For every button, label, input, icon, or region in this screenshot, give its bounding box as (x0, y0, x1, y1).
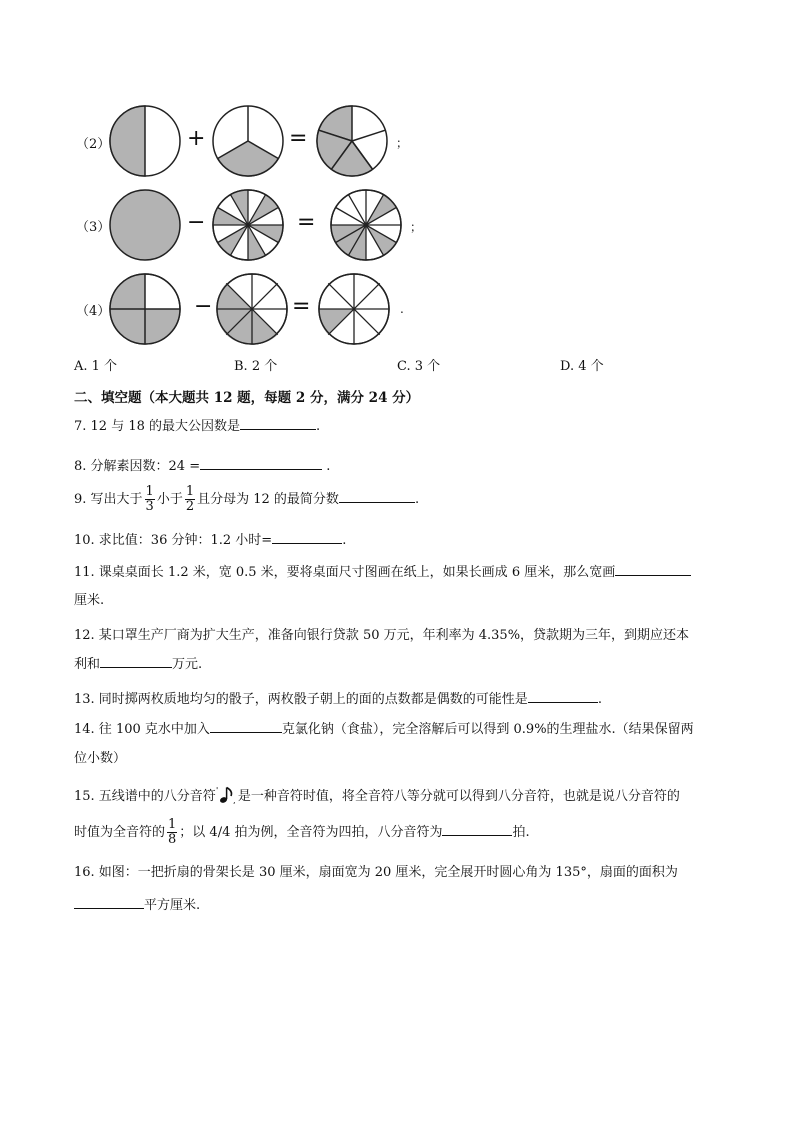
row-end-3: ； (410, 220, 423, 234)
question-16-cont (74, 896, 200, 915)
row-label-4: （4） (76, 304, 111, 319)
operator-plus: + (187, 126, 206, 151)
question-9-post: 且分母为 12 的最简分数 (197, 492, 339, 507)
question-10-end: . (342, 533, 347, 548)
question-15-line2-mid: ；以 4/4 拍为例，全音符为四拍，八分音符为 (179, 825, 443, 840)
question-12-cont (74, 655, 202, 674)
question-7-text: 7. 12 与 18 的最大公因数是 (74, 419, 241, 434)
question-16-line1: 16. 如图：一把折扇的骨架长是 30 厘米，扇面宽为 20 厘米，完全展开时圆心角为 135°，扇面的面积为 (74, 865, 678, 880)
question-12 (74, 627, 689, 645)
circle-2a (108, 104, 182, 178)
answer-blank[interactable] (442, 823, 512, 836)
question-13 (74, 690, 602, 709)
answer-blank[interactable] (74, 896, 144, 909)
question-14-line2: 位小数） (74, 751, 127, 766)
question-12-line2-pre: 利和 (74, 657, 101, 672)
choice-d[interactable]: D. 4 个 (560, 359, 604, 374)
question-13-end: . (597, 692, 602, 707)
question-11-line1: 11. 课桌桌面长 1.2 米，宽 0.5 米，要将桌面尺寸图画在纸上，如果长画成 6 厘米，那么宽画 (74, 565, 616, 580)
circle-3b (211, 188, 285, 262)
question-14 (74, 720, 694, 739)
question-10 (74, 531, 346, 550)
question-9-end: . (414, 492, 420, 507)
section-title: 二、填空题（本大题共 12 题，每题 2 分，满分 24 分） (74, 390, 420, 406)
circle-2b (211, 104, 285, 178)
circle-4b (215, 272, 289, 346)
fraction-numerator: 1 (185, 484, 195, 499)
fraction-numerator: 1 (168, 817, 177, 832)
question-12-line2-post: 万元. (172, 657, 203, 672)
operator-minus: − (187, 210, 206, 235)
question-11-cont (74, 592, 104, 610)
question-13-text: 13. 同时掷两枚质地均匀的骰子，两枚骰子朝上的面的点数都是偶数的可能性是 (74, 692, 528, 707)
answer-blank[interactable] (339, 490, 415, 503)
fraction-numerator: 1 (145, 484, 154, 499)
circle-3a (108, 188, 182, 262)
answer-blank[interactable] (528, 690, 598, 703)
answer-blank[interactable] (100, 655, 172, 668)
question-16-line2: 平方厘米. (144, 898, 201, 913)
answer-blank[interactable] (272, 531, 342, 544)
question-12-line1: 12. 某口罩生产厂商为扩大生产，准备向银行贷款 50 万元，年利率为 4.35%，贷款期为三年，到期应还本 (74, 628, 690, 643)
question-11 (74, 563, 691, 582)
question-16 (74, 864, 678, 882)
operator-equals: = (289, 126, 308, 151)
question-9-pre: 9. 写出大于 (74, 492, 143, 507)
question-15 (74, 786, 680, 806)
eighth-note-icon (216, 786, 238, 804)
fraction-denominator: 3 (145, 499, 154, 514)
choice-a[interactable]: A. 1 个 (74, 359, 118, 374)
circle-2c (315, 104, 389, 178)
row-end-2: ； (396, 136, 409, 150)
circle-4a (108, 272, 182, 346)
fraction-one-eighth (167, 818, 177, 847)
question-15-cont (74, 818, 530, 847)
question-14-line1-pre: 14. 往 100 克水中加入 (74, 722, 210, 737)
row-label-2: （2） (76, 137, 111, 152)
question-9-mid: 小于 (156, 492, 183, 507)
choice-c[interactable]: C. 3 个 (397, 359, 441, 374)
question-8 (74, 457, 330, 476)
row-label-3: （3） (76, 220, 111, 235)
fraction-one-half (185, 485, 195, 514)
question-9 (74, 485, 419, 514)
question-15-line1-post: 是一种音符时值，将全音符八等分就可以得到八分音符，也就是说八分音符的 (237, 789, 680, 804)
question-10-text: 10. 求比值：36 分钟：1.2 小时= (74, 533, 273, 548)
question-15-line2-end: 拍. (512, 825, 530, 840)
question-15-line2-pre: 时值为全音符的 (74, 825, 166, 840)
question-14-line1-post: 克氯化钠（食盐），完全溶解后可以得到 0.9%的生理盐水.（结果保留两 (281, 722, 694, 737)
operator-minus: − (194, 294, 213, 319)
operator-equals: = (297, 210, 316, 235)
question-8-text: 8. 分解素因数：24 = (74, 459, 201, 474)
question-7 (74, 417, 320, 436)
choice-b[interactable]: B. 2 个 (234, 359, 278, 374)
question-11-line2: 厘米. (74, 593, 105, 608)
question-14-cont (74, 750, 126, 768)
fraction-denominator: 8 (168, 832, 177, 847)
circle-3c (329, 188, 403, 262)
operator-equals: = (292, 294, 311, 319)
question-15-line1-pre: 15. 五线谱中的八分音符 (74, 789, 216, 804)
svg-text:': ' (215, 786, 219, 795)
answer-blank[interactable] (200, 457, 322, 470)
circle-4c (317, 272, 391, 346)
answer-blank[interactable] (615, 563, 691, 576)
fraction-denominator: 2 (185, 499, 195, 514)
answer-blank[interactable] (240, 417, 316, 430)
svg-text:,: , (232, 796, 236, 804)
fraction-one-third (145, 485, 155, 514)
question-7-end: . (316, 419, 321, 434)
row-end-4: . (400, 302, 404, 316)
answer-blank[interactable] (210, 720, 282, 733)
question-8-end: . (326, 459, 331, 474)
